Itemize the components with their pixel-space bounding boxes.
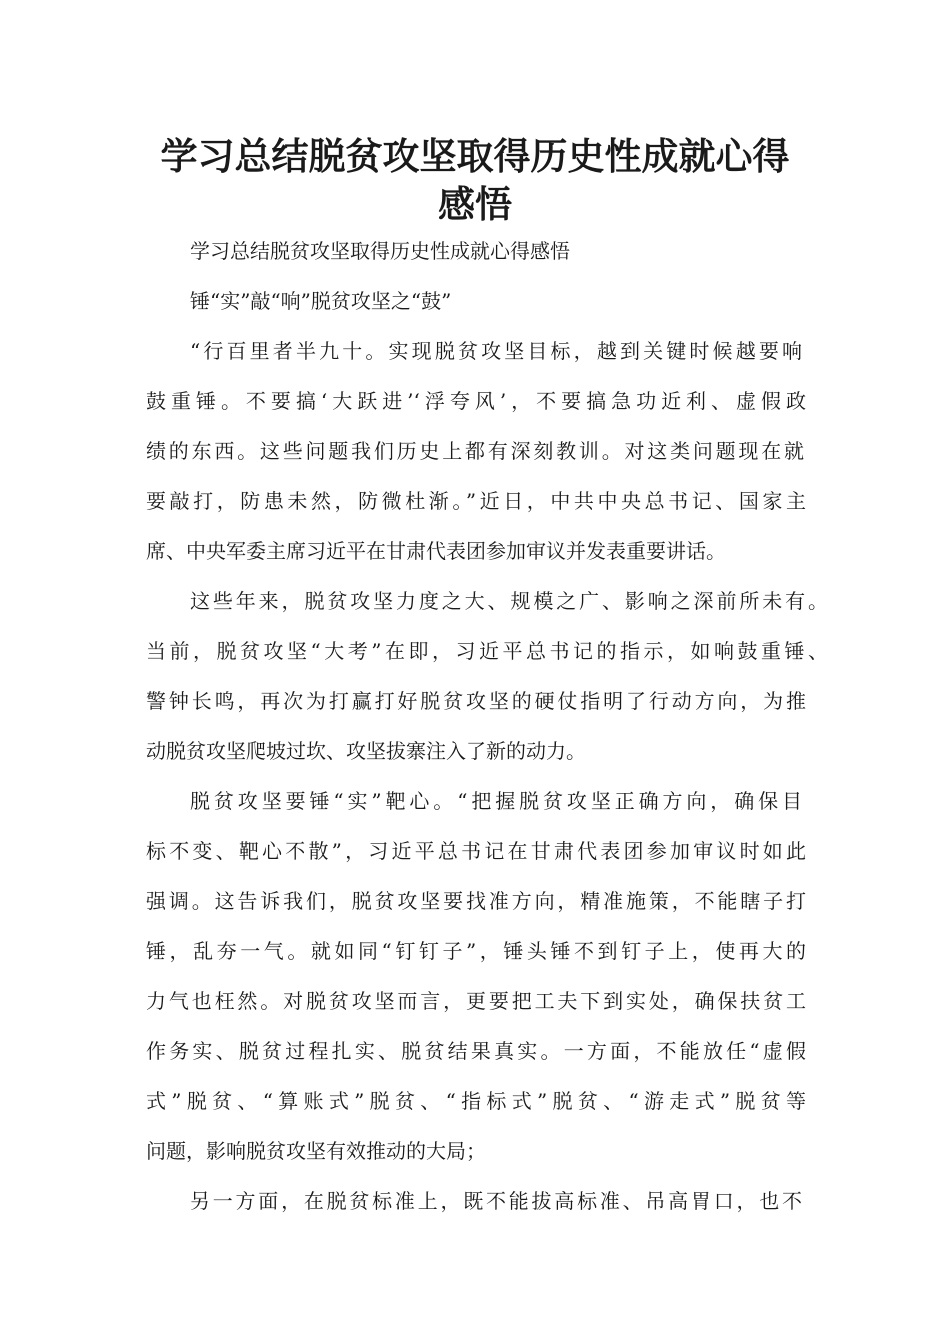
paragraph-line: 强调。这告诉我们，脱贫攻坚要找准方向，精准施策，不能瞎子打 (146, 889, 806, 913)
paragraph-line: 席、中央军委主席习近平在甘肃代表团参加审议并发表重要讲话。 (146, 539, 726, 563)
paragraph-line: 另一方面，在脱贫标准上，既不能拔高标准、吊高胃口，也不 (190, 1189, 802, 1213)
paragraph-line: 作务实、脱贫过程扎实、脱贫结果真实。一方面，不能放任“虚假 (146, 1039, 806, 1063)
paragraph-line: 鼓重锤。不要搞‘大跃进’‘浮夸风’，不要搞急功近利、虚假政 (146, 389, 806, 413)
paragraph-line: 式”脱贫、“算账式”脱贫、“指标式”脱贫、“游走式”脱贫等 (146, 1089, 806, 1113)
paragraph-line: 当前，脱贫攻坚“大考”在即，习近平总书记的指示，如响鼓重锤、 (146, 639, 828, 663)
paragraph-line: 锤，乱夯一气。就如同“钉钉子”，锤头锤不到钉子上，使再大的 (146, 939, 806, 963)
section-heading: 锤“实”敲“响”脱贫攻坚之“鼓” (190, 289, 452, 313)
paragraph-line: 这些年来，脱贫攻坚力度之大、规模之广、影响之深前所未有。 (190, 589, 828, 613)
paragraph-line: 力气也枉然。对脱贫攻坚而言，更要把工夫下到实处，确保扶贫工 (146, 989, 806, 1013)
paragraph-line: 动脱贫攻坚爬坡过坎、攻坚拔寨注入了新的动力。 (146, 739, 586, 763)
paragraph-line: “行百里者半九十。实现脱贫攻坚目标，越到关键时候越要响 (190, 339, 802, 363)
paragraph-line: 警钟长鸣，再次为打赢打好脱贫攻坚的硬仗指明了行动方向，为推 (146, 689, 806, 713)
paragraph-line: 问题，影响脱贫攻坚有效推动的大局； (146, 1139, 486, 1163)
paragraph-line: 标不变、靶心不散”，习近平总书记在甘肃代表团参加审议时如此 (146, 839, 806, 863)
paragraph-line: 绩的东西。这些问题我们历史上都有深刻教训。对这类问题现在就 (146, 439, 804, 463)
paragraph-line: 要敲打，防患未然，防微杜渐。”近日，中共中央总书记、国家主 (146, 489, 806, 513)
document-title-line-2: 感悟 (438, 183, 512, 226)
document-title-line-1: 学习总结脱贫攻坚取得历史性成就心得 (160, 135, 790, 178)
paragraph-line: 脱贫攻坚要锤“实”靶心。“把握脱贫攻坚正确方向，确保目 (190, 789, 802, 813)
subtitle-line: 学习总结脱贫攻坚取得历史性成就心得感悟 (190, 239, 570, 263)
